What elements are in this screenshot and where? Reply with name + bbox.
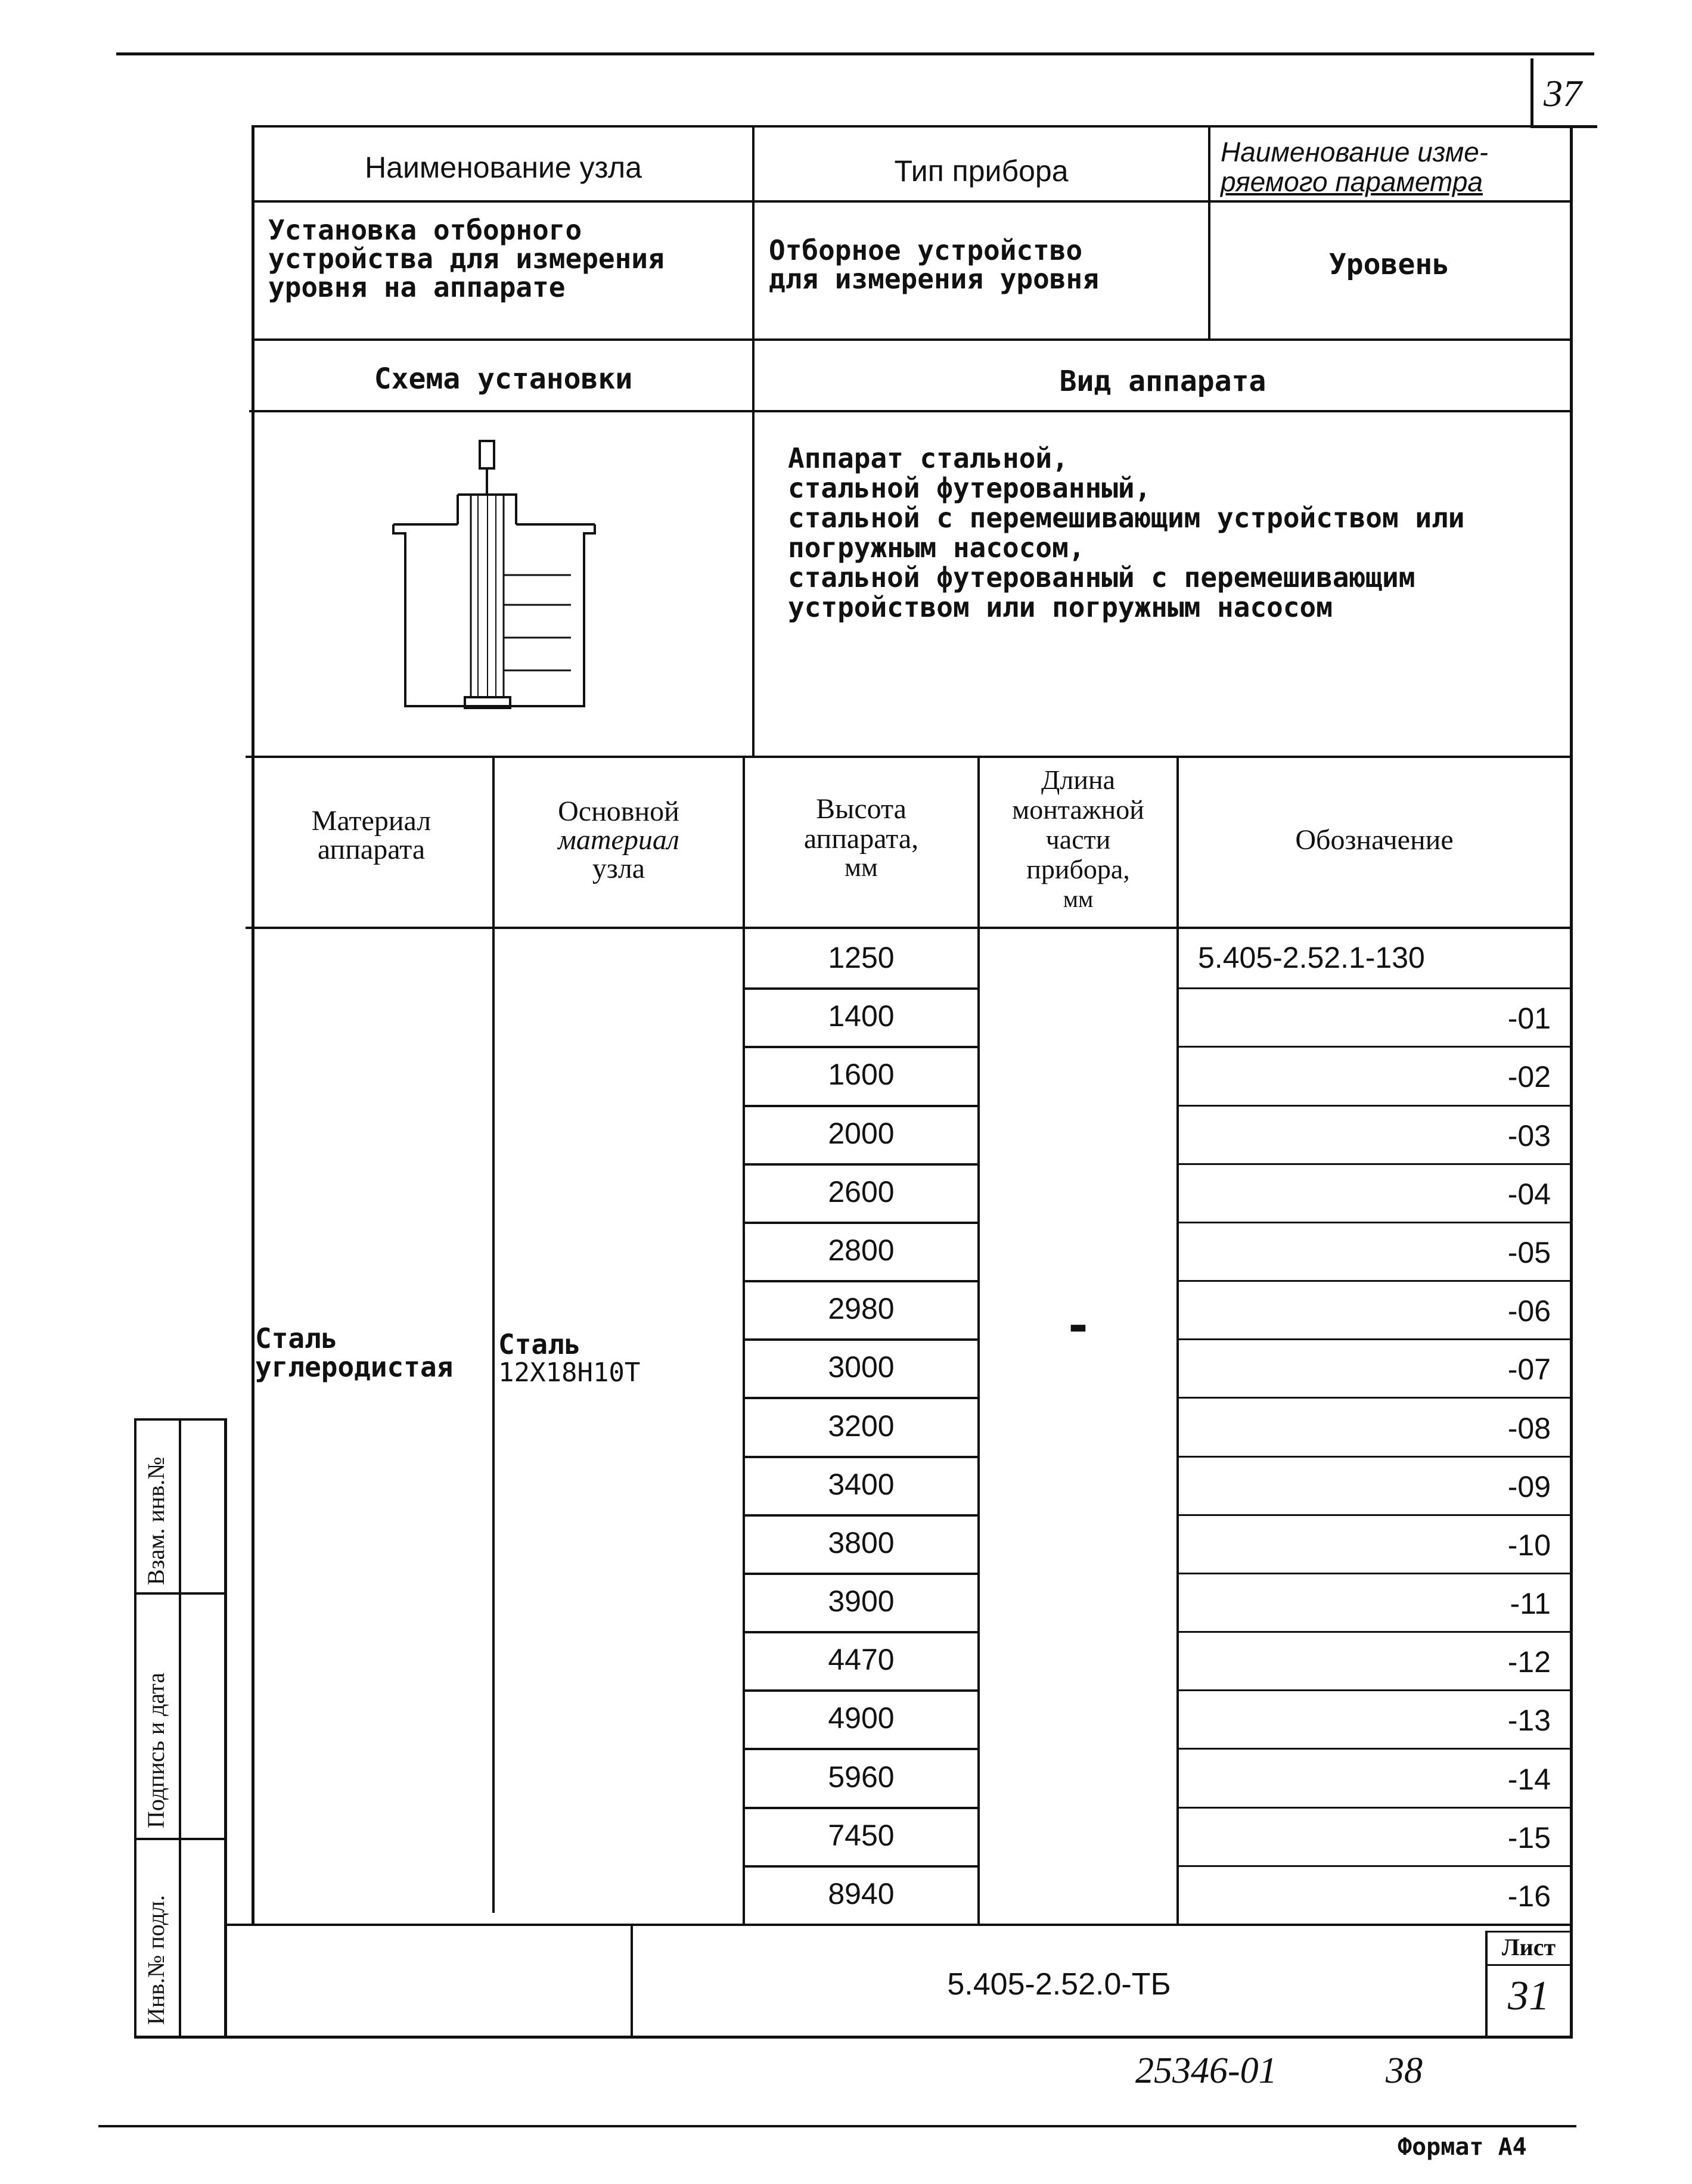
- designation-cell: -12: [1507, 1645, 1551, 1679]
- frame-top: [252, 125, 1573, 128]
- height-cell: 2980: [828, 1292, 895, 1326]
- th-length-line4: прибора,: [1026, 854, 1130, 884]
- sheet-box-top: [1485, 1931, 1573, 1933]
- designation-cell: -03: [1507, 1119, 1551, 1152]
- designation-row-line: [1176, 1338, 1573, 1340]
- th-length-line3: части: [1045, 824, 1111, 855]
- side-stamp-inv-podl: Инв.№ подл.: [142, 1895, 169, 2025]
- base-material-line1: Сталь: [498, 1328, 581, 1360]
- designation-cell: -07: [1507, 1353, 1551, 1387]
- th-length-line2: монтажной: [1012, 794, 1144, 825]
- th-base-line2: материал: [558, 824, 679, 856]
- apparatus-desc-line3: стальной с перемешивающим устройством или: [788, 502, 1465, 534]
- apparatus-desc-line2: стальной футерованный,: [788, 472, 1151, 504]
- designation-row-line: [1176, 1573, 1573, 1574]
- side-stamp-sep-2: [134, 1838, 226, 1840]
- header-parameter-line1: Наименование изме-: [1221, 136, 1489, 167]
- device-type-line2: для измерения уровня: [769, 263, 1099, 295]
- title-block-top-line: [226, 1924, 1573, 1926]
- height-row-line: [743, 1573, 980, 1575]
- height-row-line: [743, 1865, 980, 1868]
- installation-scheme-drawing: [381, 435, 608, 721]
- designation-row-line: [1176, 1865, 1573, 1867]
- table-divider-1: [492, 756, 495, 1913]
- table-header-line: [246, 927, 1573, 929]
- height-row-line: [743, 1046, 980, 1048]
- th-height-line3: мм: [845, 853, 878, 882]
- designation-row-line: [1176, 1689, 1573, 1691]
- base-material-line2: 12Х18Н10Т: [498, 1357, 641, 1388]
- document-code: 5.405-2.52.0-ТБ: [947, 1967, 1171, 2002]
- height-cell: 5960: [828, 1760, 895, 1794]
- height-row-line: [743, 1631, 980, 1633]
- height-row-line: [743, 987, 980, 990]
- height-cell: 4900: [828, 1701, 895, 1735]
- header-row-line: [252, 200, 1573, 203]
- designation-cell: -04: [1507, 1177, 1551, 1211]
- scheme-row-line: [246, 756, 1573, 758]
- node-row-line: [252, 338, 1573, 341]
- designation-row-line: [1176, 1397, 1573, 1399]
- designation-cell: -13: [1507, 1704, 1551, 1738]
- archive-stamp-number: 25346-01: [1135, 2051, 1277, 2091]
- height-row-line: [743, 1280, 980, 1282]
- th-length-line5: мм: [1063, 886, 1094, 912]
- apparatus-desc-line4: погружным насосом,: [788, 532, 1085, 564]
- height-row-line: [743, 1397, 980, 1399]
- designation-cell: 5.405-2.52.1-130: [1198, 941, 1425, 975]
- designation-row-line: [1176, 1631, 1573, 1633]
- height-row-line: [743, 1105, 980, 1107]
- top-border-line: [116, 52, 1594, 55]
- th-height-line2: аппарата,: [803, 823, 919, 855]
- height-row-line: [743, 1514, 980, 1517]
- apparatus-label: Вид аппарата: [1059, 365, 1266, 398]
- designation-row-line: [1176, 1807, 1573, 1809]
- designation-row-line: [1176, 1046, 1573, 1048]
- designation-row-line: [1176, 1163, 1573, 1165]
- height-cell: 3200: [828, 1409, 895, 1443]
- header-divider-2: [1208, 125, 1210, 340]
- format-label: Формат А4: [1398, 2133, 1527, 2161]
- node-name-line3: уровня на аппарате: [268, 271, 566, 303]
- height-cell: 7450: [828, 1818, 895, 1852]
- header-node-name: Наименование узла: [365, 151, 642, 184]
- sheet-number: 31: [1508, 1973, 1550, 2019]
- page-number: 37: [1544, 72, 1582, 114]
- height-cell: 1600: [828, 1058, 895, 1092]
- parameter-value: Уровень: [1328, 248, 1450, 281]
- designation-cell: -15: [1507, 1820, 1551, 1854]
- th-base-line1: Основной: [558, 796, 679, 827]
- designation-cell: -11: [1510, 1587, 1551, 1621]
- scheme-head-cap: [480, 441, 494, 468]
- th-designation: Обозначение: [1295, 824, 1454, 856]
- height-cell: 8940: [828, 1877, 895, 1910]
- scheme-vessel-outline: [393, 524, 595, 706]
- height-cell: 3400: [828, 1467, 895, 1501]
- material-line2: углеродистая: [255, 1351, 454, 1383]
- side-stamp-top: [134, 1418, 226, 1421]
- height-cell: 3900: [828, 1585, 895, 1618]
- designation-cell: -10: [1507, 1528, 1551, 1562]
- height-row-line: [743, 1222, 980, 1224]
- bottom-rule: [98, 2125, 1576, 2127]
- side-stamp-vzam: Взам. инв.№: [142, 1456, 169, 1585]
- th-length-line1: Длина: [1041, 765, 1115, 795]
- side-stamp-right: [224, 1418, 227, 2038]
- height-cell: 2600: [828, 1175, 895, 1208]
- sheet-box-mid: [1485, 1964, 1573, 1966]
- header-parameter-line2: ряемого параметра: [1221, 166, 1483, 197]
- designation-row-line: [1176, 1514, 1573, 1516]
- height-row-line: [743, 1456, 980, 1458]
- th-height-line1: Высота: [816, 793, 906, 825]
- side-stamp-inner: [179, 1418, 181, 2038]
- section-row-line: [249, 410, 1573, 412]
- designation-cell: -01: [1507, 1002, 1551, 1036]
- designation-row-line: [1176, 1456, 1573, 1458]
- height-row-line: [743, 1748, 980, 1750]
- designation-cell: -14: [1507, 1762, 1551, 1796]
- designation-cell: -06: [1507, 1294, 1551, 1328]
- th-base-line3: узла: [592, 853, 645, 884]
- node-name-line1: Установка отборного: [268, 214, 582, 246]
- designation-cell: -05: [1507, 1235, 1551, 1269]
- height-row-line: [743, 1338, 980, 1341]
- side-stamp-podpis: Подпись и дата: [142, 1672, 169, 1828]
- height-cell: 4470: [828, 1643, 895, 1677]
- designation-cell: -16: [1507, 1879, 1551, 1913]
- height-cell: 2800: [828, 1233, 895, 1267]
- side-stamp-sep-1: [134, 1592, 226, 1595]
- header-divider-1: [752, 125, 755, 757]
- archive-stamp-page: 38: [1386, 2051, 1423, 2091]
- header-device-type: Тип прибора: [894, 154, 1069, 188]
- apparatus-desc-line5: стальной футерованный с перемешивающим: [788, 561, 1415, 594]
- apparatus-desc-line6: устройством или погружным насосом: [788, 591, 1333, 623]
- page-number-box-left: [1530, 58, 1533, 125]
- designation-row-line: [1176, 987, 1573, 989]
- th-material-line2: аппарата: [317, 834, 426, 865]
- designation-cell: -02: [1507, 1060, 1551, 1094]
- apparatus-desc-line1: Аппарат стальной,: [788, 442, 1069, 474]
- scheme-label: Схема установки: [374, 362, 633, 396]
- height-row-line: [743, 1689, 980, 1692]
- height-cell: 3800: [828, 1526, 895, 1559]
- height-row-line: [743, 1807, 980, 1809]
- designation-row-line: [1176, 1222, 1573, 1223]
- designation-cell: -08: [1507, 1411, 1551, 1445]
- designation-row-line: [1176, 1105, 1573, 1107]
- title-block-bottom-line: [226, 2036, 1573, 2039]
- device-type-line1: Отборное устройство: [769, 234, 1083, 266]
- side-stamp-outer-left: [134, 1418, 136, 2038]
- height-row-line: [743, 1163, 980, 1166]
- th-material-line1: Материал: [311, 805, 431, 837]
- height-cell: 1250: [828, 941, 895, 975]
- height-cell: 3000: [828, 1350, 895, 1384]
- length-value: -: [1063, 1298, 1093, 1353]
- node-name-line2: устройства для измерения: [268, 243, 665, 275]
- designation-row-line: [1176, 1748, 1573, 1750]
- designation-row-line: [1176, 1280, 1573, 1282]
- sheet-label: Лист: [1501, 1934, 1556, 1961]
- designation-cell: -09: [1507, 1470, 1551, 1503]
- height-cell: 1400: [828, 999, 895, 1033]
- material-line1: Сталь: [255, 1322, 338, 1354]
- side-stamp-bottom: [134, 2036, 226, 2039]
- height-cell: 2000: [828, 1116, 895, 1150]
